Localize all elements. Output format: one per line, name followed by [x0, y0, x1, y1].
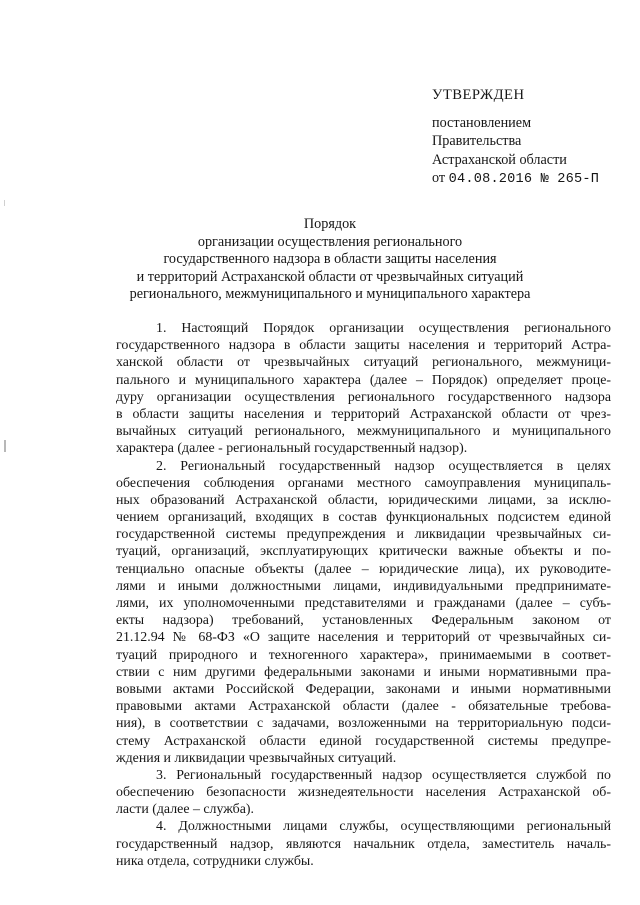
paragraph-line: ствии с ним другими федеральными законами и иными нормативными пра- — [116, 664, 611, 680]
paragraph-line: ния), в соответствии с задачами, возложенными на территориальную подси- — [116, 716, 611, 732]
paragraph-line: екты надзора) требований, установленных Федеральным законом от — [116, 613, 611, 629]
paragraph-line: ника отдела, сотрудники службы. — [116, 853, 314, 869]
paragraph-line: в области защиты населения и территорий Астраханской области от чрез- — [116, 406, 611, 422]
approval-line: Правительства — [432, 133, 522, 149]
paragraph-line: 4. Должностными лицами службы, осуществляющими региональный — [156, 819, 611, 835]
paragraph-line: обеспечению безопасности жизнедеятельности населения Астраханской об- — [116, 785, 611, 801]
title-line: регионального, межмуниципального и муниципального характера — [129, 286, 531, 302]
paragraph-line: вовыми актами Российской Федерации, законами и иными нормативными — [116, 681, 611, 697]
paragraph-line: туаций природного и техногенного характера», принимаемыми в соответ- — [116, 647, 611, 663]
paragraph-line: 21.12.94 № 68-ФЗ «О защите населения и территорий от чрезвычайных си- — [116, 630, 611, 646]
approval-date-line — [432, 169, 632, 190]
title-line: государственного надзора в области защиты населения — [163, 251, 497, 267]
paragraph-line: лями и иными должностными лицами, индивидуальными предпринимате- — [116, 578, 611, 594]
paragraph-line: ханской области от чрезвычайных ситуаций регионального, межмуници- — [116, 355, 611, 371]
paragraph-line: обеспечения соблюдения органами местного самоуправления муниципаль- — [116, 475, 611, 491]
approval-line: постановлением — [432, 114, 532, 131]
paragraph-line: тенциально опасные объекты (далее – юридические лица), их руководите- — [116, 561, 611, 577]
document-title — [110, 216, 550, 304]
title-line: организации осуществления регионального — [197, 233, 463, 250]
title-line: и территорий Астраханской области от чрезвычайных ситуаций — [136, 268, 524, 285]
paragraph-line: 3. Региональный государственный надзор осуществляется службой по — [156, 767, 611, 783]
paragraph-line: 2. Региональный государственный надзор осуществляется в целях — [156, 458, 611, 474]
approval-heading: УТВЕРЖДЕН — [432, 87, 525, 103]
paragraph-line: чением организаций, входящих в состав функциональных подсистем единой — [116, 510, 611, 526]
paragraph-line: правовыми актами Астраханской области (далее - обязательные требова- — [116, 699, 611, 715]
approval-line: Астраханской области — [432, 151, 567, 168]
approval-block — [432, 86, 632, 190]
scan-artifact — [4, 200, 5, 206]
paragraph-line: характера (далее - региональный государственный надзор). — [116, 441, 468, 457]
paragraph-line: государственного надзора в области защиты населения и территорий Астра- — [116, 338, 611, 354]
paragraph-line: стему Астраханской области единой государственной системы предупре- — [116, 733, 611, 749]
approval-date-prefix: от — [432, 170, 446, 186]
scan-artifact — [4, 440, 6, 452]
paragraph-line: лями, их уполномоченными представителями и гражданами (далее – субъ- — [116, 596, 611, 611]
paragraph-line: государственной системы предупреждения и ликвидации чрезвычайных си- — [116, 527, 611, 543]
paragraph-line: 1. Настоящий Порядок организации осуществления регионального — [156, 321, 611, 336]
paragraph-line: государственный надзор, являются начальник отдела, заместитель началь- — [116, 836, 611, 852]
paragraph-line: дуру организации осуществления регионального государственного надзора — [116, 389, 611, 405]
paragraph-line: вычайных ситуаций регионального, межмуниципального и муниципального — [116, 424, 611, 440]
paragraph-3 — [116, 767, 611, 819]
paragraph-1 — [116, 320, 611, 458]
paragraph-line: ных образований Астраханской области, юридическими лицами, за исклю- — [116, 492, 611, 508]
paragraph-line: ласти (далее – служба). — [116, 802, 254, 818]
document-body — [116, 320, 611, 870]
approval-date: 04.08.2016 № 265-П — [448, 172, 600, 187]
paragraph-2 — [116, 458, 611, 767]
title-line: Порядок — [303, 216, 357, 232]
paragraph-line: туаций, организаций, эксплуатирующих критически важные объекты и по- — [116, 544, 611, 560]
paragraph-line: ждения и ликвидации чрезвычайных ситуаций. — [116, 750, 397, 766]
paragraph-4 — [116, 818, 611, 870]
paragraph-line: пального и муниципального характера (далее – Порядок) определяет проце- — [116, 372, 611, 388]
